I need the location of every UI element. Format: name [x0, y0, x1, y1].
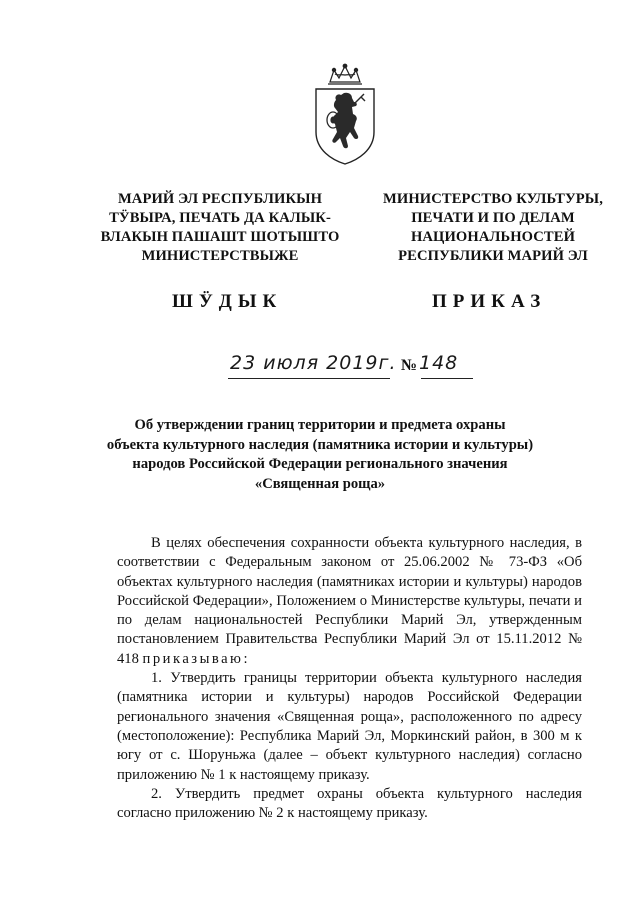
org-header-line: РЕСПУБЛИКИ МАРИЙ ЭЛ: [398, 248, 588, 264]
org-header-russian: [378, 190, 608, 266]
order-command: приказываю:: [142, 650, 251, 667]
org-header-line: МИНИСТЕРСТВЫЖЕ: [141, 248, 299, 264]
order-date: 23 июля 2019г.: [230, 352, 397, 374]
number-sign: №: [401, 357, 418, 374]
org-header-line: МИНИСТЕРСТВО КУЛЬТУРЫ,: [383, 191, 603, 207]
document-title: [90, 416, 550, 494]
org-header-line: ТӰВЫРА, ПЕЧАТЬ ДА КАЛЫК-: [109, 210, 331, 226]
document-body: [117, 534, 582, 823]
title-line: объекта культурного наследия (памятника истории и культуры): [106, 436, 534, 453]
title-line: Об утверждении границ территории и предмета охраны: [134, 417, 506, 433]
order-date-number: [228, 352, 478, 382]
doc-type-mari: ШӰДЫК: [172, 291, 283, 312]
preamble-text: В целях обеспечения сохранности объекта культурного наследия, в соответствии с Федеральным законом от 25.06.2002 № 73-ФЗ «Об объектах культурного наследия (памятниках истории и культуры) народов Российской Федерации», Положением о Министерстве культуры, печати и по делам национальностей Республики Марий Эл, утвержденным постановлением Правительства Республики Марий Эл от 15.11.2012 № 418: [117, 535, 582, 667]
date-underline: [228, 378, 390, 379]
org-header-line: ПЕЧАТИ И ПО ДЕЛАМ: [411, 210, 575, 226]
org-header-line: ВЛАКЫН ПАШАШТ ШОТЫШТО: [100, 229, 340, 245]
preamble-paragraph: [117, 534, 582, 669]
org-header-line: МАРИЙ ЭЛ РЕСПУБЛИКЫН: [117, 191, 323, 207]
order-number: 148: [419, 352, 459, 374]
coat-of-arms-emblem-icon: [308, 62, 382, 166]
doc-type-russian: ПРИКАЗ: [432, 291, 547, 312]
org-header-line: НАЦИОНАЛЬНОСТЕЙ: [410, 229, 576, 245]
item-1-paragraph: 1. Утвердить границы территории объекта культурного наследия (памятника истории и культуры) народов Российской Федерации регионального значения «Священная роща», расположенного по адресу (местоположение): Республика Марий Эл, Моркинский район, в 300 м к югу от с. Шоруньжа (далее – объект культурного наследия) согласно приложению № 1 к настоящему приказу.: [117, 670, 582, 783]
org-header-mari: [95, 190, 345, 266]
number-underline: [421, 378, 473, 379]
item-2-paragraph: 2. Утвердить предмет охраны объекта культурного наследия согласно приложению № 2 к настоящему приказу.: [117, 785, 582, 822]
title-line: «Священная роща»: [254, 475, 386, 492]
title-line: народов Российской Федерации регионального значения: [132, 456, 508, 472]
